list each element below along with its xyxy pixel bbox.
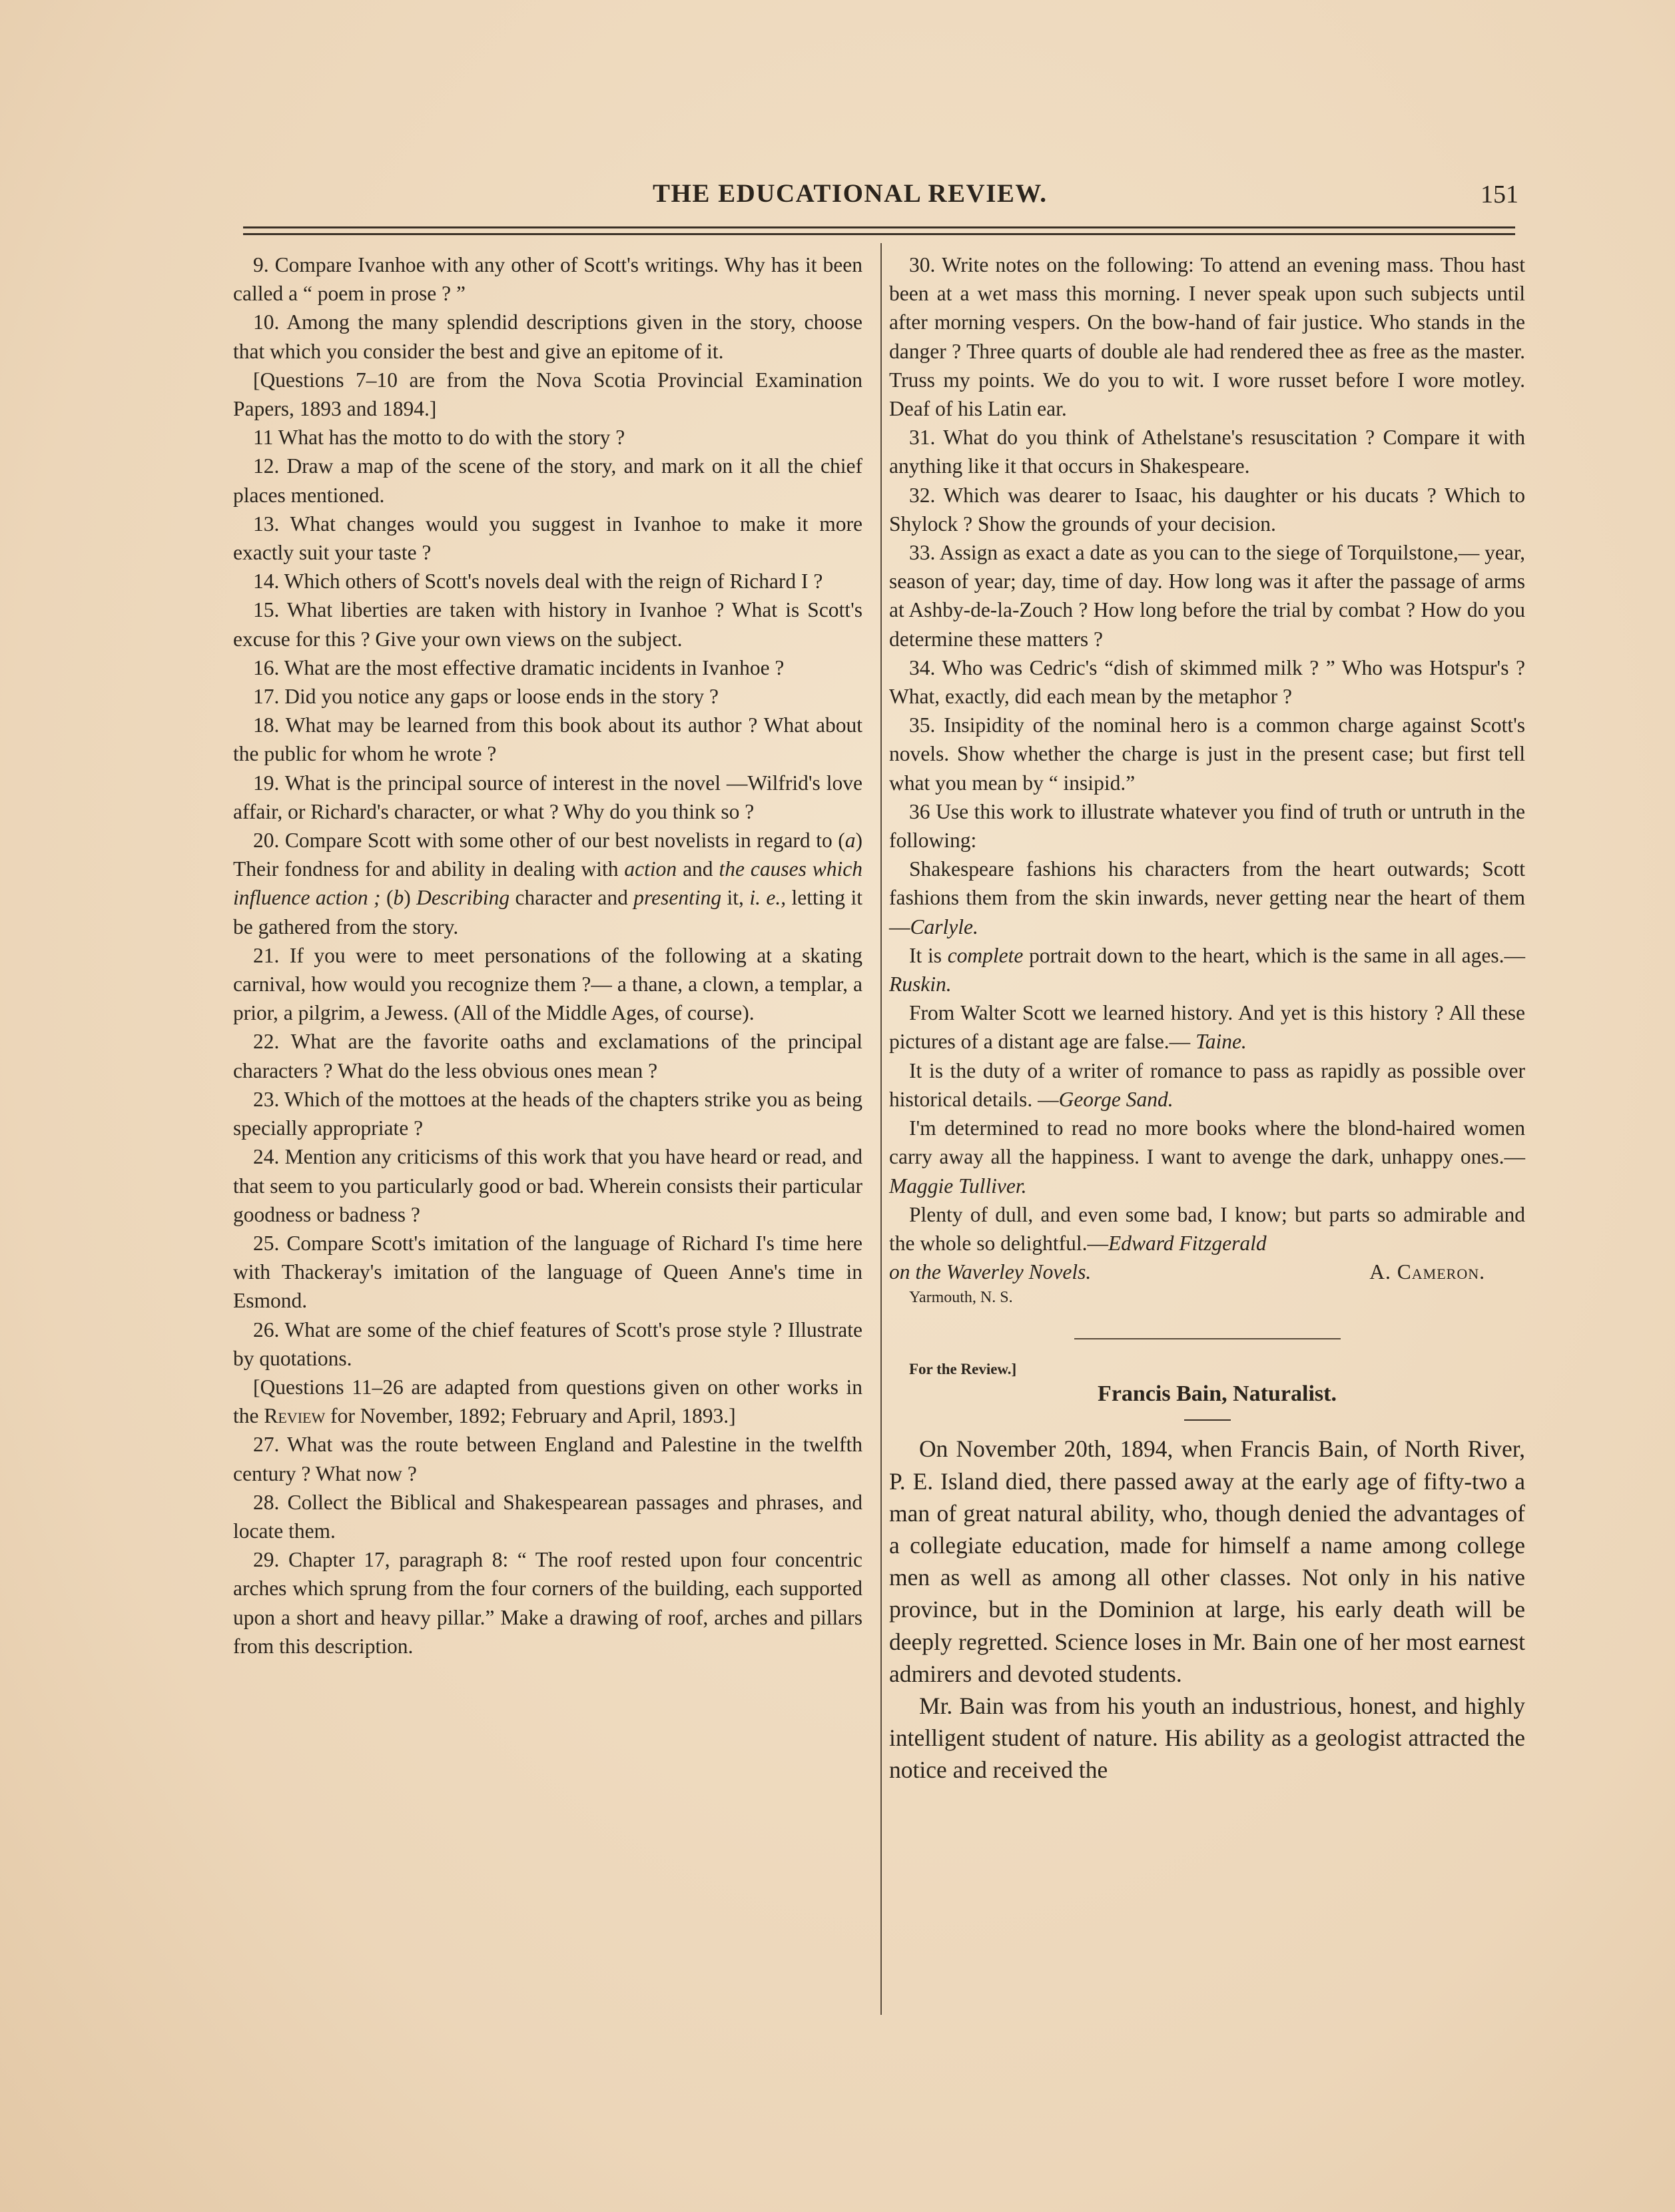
question-19: 19. What is the principal source of interest in the novel —Wilfrid's love affair, or Richard's character, or what ? Why do you think so ?	[233, 771, 862, 823]
note-11-26-part-a: [Questions 11–26 are adapted from questions given on other works in the	[233, 1375, 862, 1428]
attribution-ruskin: Ruskin.	[889, 972, 952, 996]
for-review-label: For the Review.]	[909, 1361, 1017, 1378]
note-11-26-part-b: for November, 1892; February and April, 1893.]	[325, 1404, 736, 1428]
question-17: 17. Did you notice any gaps or loose ends in the story ?	[253, 685, 719, 709]
note-questions-11-26	[233, 1373, 862, 1430]
q20-part-g: it,	[721, 886, 750, 910]
quote-carlyle-text: Shakespeare fashions his characters from the heart outwards; Scott fashions them from the skin inwards, never getting near the heart of them —	[889, 857, 1525, 938]
q20-part-e: )	[404, 886, 417, 910]
quote-fitzgerald-text: Plenty of dull, and even some bad, I know; but parts so admirable and the whole so delightful.—	[889, 1202, 1525, 1255]
quote-taine-text: From Walter Scott we learned history. And yet is this history ? All these pictures of a distant age are false.—	[889, 1001, 1525, 1054]
question-24: 24. Mention any criticisms of this work that you have heard or read, and that seem to you particularly good or bad. Wherein consists their particular goodness or badness ?	[233, 1145, 862, 1226]
quote-ruskin-part-a: It is	[909, 943, 948, 967]
attribution-fitzgerald-source: on the Waverley Novels.	[889, 1260, 1092, 1284]
quote-sand	[889, 1056, 1525, 1114]
quote-tulliver-text: I'm determined to read no more books where the blond-haired women carry away all the happiness. I want to avenge the dark, unhappy ones.—	[889, 1116, 1525, 1169]
attribution-tulliver: Maggie Tulliver.	[889, 1174, 1027, 1198]
question-18: 18. What may be learned from this book about its author ? What about the public for whom he wrote ?	[233, 713, 862, 766]
title-rule	[1184, 1419, 1231, 1421]
q20-letter-a: a	[844, 829, 856, 853]
quote-ruskin	[889, 941, 1525, 998]
q20-letter-b: b	[393, 886, 404, 910]
question-25: 25. Compare Scott's imitation of the language of Richard I's time here with Thackeray's imitation of the language of Queen Anne's time in Esmond.	[233, 1231, 862, 1313]
q20-action: action	[624, 857, 677, 881]
question-21: 21. If you were to meet personations of the following at a skating carnival, how would you recognize them ?— a thane, a clown, a templar, a prior, a pilgrim, a Jewess. (All of the Middle Ages, of course).	[233, 943, 862, 1025]
question-16: 16. What are the most effective dramatic incidents in Ivanhoe ?	[253, 655, 785, 679]
q20-part-d: (	[380, 886, 394, 910]
question-35: 35. Insipidity of the nominal hero is a common charge against Scott's novels. Show whether the charge is just in the present case; but first tell what you mean by “ insipid.”	[889, 713, 1525, 795]
question-29: 29. Chapter 17, paragraph 8: “ The roof rested upon four concentric arches which sprung from the four corners of the building, each supported upon a short and heavy pillar.” Make a drawing of roof, arches and pillars from this description.	[233, 1548, 862, 1658]
q20-causes: the causes which influence action ;	[233, 857, 862, 910]
article-title: Francis Bain, Naturalist.	[1098, 1381, 1337, 1407]
quote-tulliver	[889, 1114, 1525, 1200]
left-column	[233, 250, 862, 1660]
question-23: 23. Which of the mottoes at the heads of the chapters strike you as being specially appropriate ?	[233, 1087, 862, 1140]
question-20	[233, 826, 862, 941]
q20-presenting: presenting	[633, 886, 722, 910]
q20-part-b: ) Their fondness for and ability in dealing with	[233, 829, 862, 881]
header-rule-lower	[243, 233, 1515, 235]
right-column	[889, 250, 1525, 1786]
question-33: 33. Assign as exact a date as you can to the siege of Torquilstone,— year, season of year; day, time of day. How long was it after the passage of arms at Ashby-de-la-Zouch ? How long before the trial by combat ? How do you determine these matters ?	[889, 541, 1525, 651]
question-31: 31. What do you think of Athelstane's resuscitation ? Compare it with anything like it that occurs in Shakespeare.	[889, 426, 1525, 478]
question-13: 13. What changes would you suggest in Ivanhoe to make it more exactly suit your taste ?	[233, 512, 862, 565]
article-paragraph-1: On November 20th, 1894, when Francis Bain, of North River, P. E. Island died, there passed away at the early age of fifty-two a man of great natural ability, who, though denied the advantages of a collegiate education, made for himself a name among college men as well as among all other classes. Not only in his native province, but in the Dominion at large, his early death will be deeply regretted. Science loses in Mr. Bain one of her most earnest admirers and devoted students.	[889, 1435, 1525, 1687]
quote-ruskin-part-b: portrait down to the heart, which is the same in all ages.—	[1023, 943, 1525, 967]
q20-part-c: and	[677, 857, 719, 881]
note-questions-7-10: [Questions 7–10 are from the Nova Scotia Provincial Examination Papers, 1893 and 1894.]	[233, 368, 862, 421]
article-paragraph-2: Mr. Bain was from his youth an industrious, honest, and highly intelligent student of nature. His ability as a geologist attracted the notice and received the	[889, 1692, 1525, 1784]
quote-carlyle	[889, 855, 1525, 941]
question-14: 14. Which others of Scott's novels deal with the reign of Richard I ?	[253, 569, 823, 593]
question-32: 32. Which was dearer to Isaac, his daughter or his ducats ? Which to Shylock ? Show the grounds of your decision.	[889, 483, 1525, 536]
attribution-sand: George Sand.	[1058, 1087, 1173, 1111]
quote-sand-text: It is the duty of a writer of romance to pass as rapidly as possible over historical details. —	[889, 1058, 1525, 1111]
quote-ruskin-complete: complete	[947, 943, 1024, 967]
q20-part-h: letting it be gathered from the story.	[233, 886, 862, 938]
quote-fitzgerald	[889, 1200, 1525, 1258]
article-body	[889, 1433, 1525, 1786]
question-28: 28. Collect the Biblical and Shakespearean passages and phrases, and locate them.	[233, 1490, 862, 1543]
question-36: 36 Use this work to illustrate whatever you find of truth or untruth in the following:	[889, 799, 1525, 853]
page-header	[240, 179, 1518, 218]
q20-ie: i. e.,	[749, 886, 787, 910]
author-place: Yarmouth, N. S.	[909, 1289, 1013, 1307]
q20-describing: Describing	[416, 886, 510, 910]
q20-part-a: 20. Compare Scott with some other of our best novelists in regard to (	[253, 829, 845, 853]
quote-taine	[889, 998, 1525, 1056]
q20-part-f: character and	[509, 886, 634, 910]
attribution-carlyle: Carlyle.	[910, 915, 978, 938]
question-30: 30. Write notes on the following: To attend an evening mass. Thou hast been at a wet mass this morning. I never speak upon such subjects until after morning vespers. On the bow-hand of fair justice. Who stands in the danger ? Three quarts of double ale had rendered thee as free as the master. Truss my points. We do you to wit. I wore russet before I wore motley. Deaf of his Latin ear.	[889, 253, 1525, 421]
question-27: 27. What was the route between England and Palestine in the twelfth century ? What now ?	[233, 1433, 862, 1485]
question-12: 12. Draw a map of the scene of the story, and mark on it all the chief places mentioned.	[233, 454, 862, 507]
question-10: 10. Among the many splendid descriptions given in the story, choose that which you consider the best and give an epitome of it.	[233, 310, 862, 363]
question-22: 22. What are the favorite oaths and exclamations of the principal characters ? What do the less obvious ones mean ?	[233, 1030, 862, 1082]
header-rule-upper	[243, 226, 1515, 228]
question-34: 34. Who was Cedric's “dish of skimmed milk ? ” Who was Hotspur's ? What, exactly, did each mean by the metaphor ?	[889, 655, 1525, 709]
attribution-taine: Taine.	[1195, 1030, 1247, 1054]
journal-title: THE EDUCATIONAL REVIEW.	[653, 179, 1048, 208]
section-divider	[1074, 1338, 1341, 1339]
column-divider	[880, 243, 882, 2015]
author-signature: A. Cameron.	[1369, 1260, 1485, 1284]
question-11: 11 What has the motto to do with the story ?	[253, 426, 625, 450]
page-number: 151	[1481, 181, 1518, 208]
attribution-fitzgerald: Edward Fitzgerald	[1108, 1231, 1267, 1255]
signature-line	[889, 1258, 1525, 1286]
question-26: 26. What are some of the chief features of Scott's prose style ? Illustrate by quotations.	[233, 1317, 862, 1370]
question-15: 15. What liberties are taken with history in Ivanhoe ? What is Scott's excuse for this ? Give your own views on the subject.	[233, 598, 862, 651]
note-11-26-review: Review	[264, 1404, 326, 1428]
question-9: 9. Compare Ivanhoe with any other of Scott's writings. Why has it been called a “ poem in prose ? ”	[233, 253, 862, 306]
